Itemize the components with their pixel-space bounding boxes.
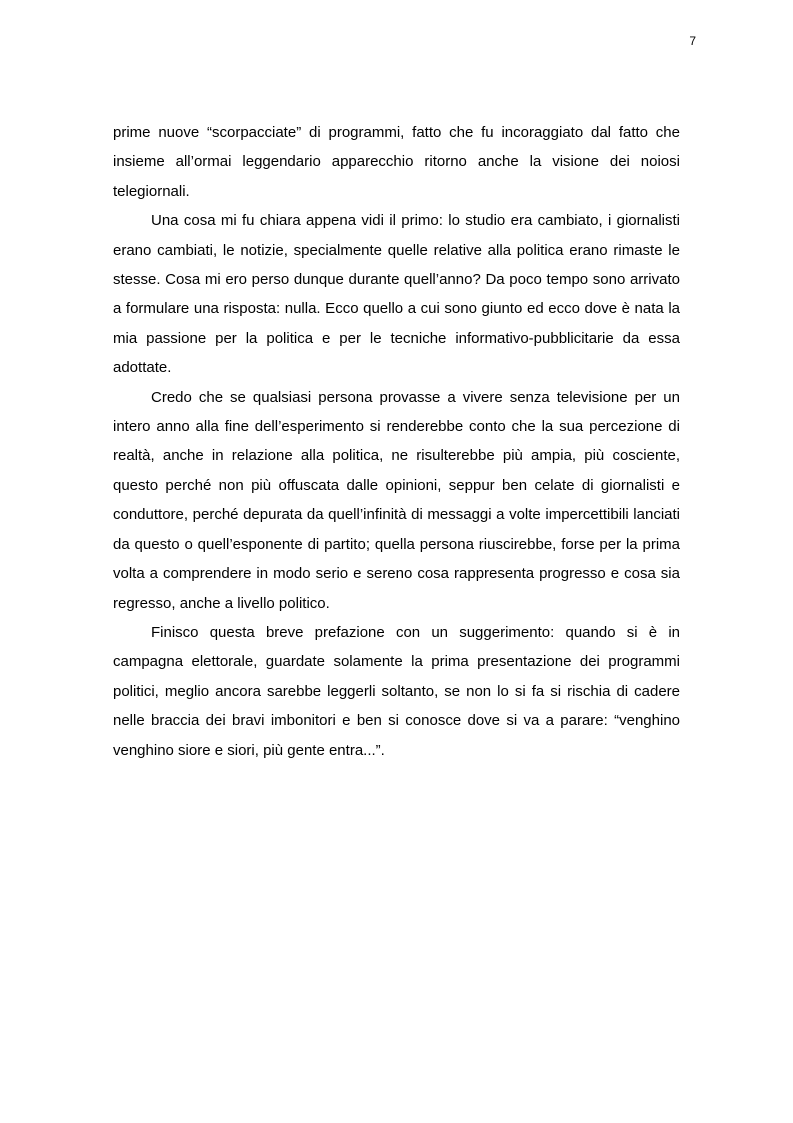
paragraph-1: prime nuove “scorpacciate” di programmi, fatto che fu incoraggiato dal fatto che insieme all’ormai leggendario apparecchio ritorno anche la visione dei noiosi telegiornali. bbox=[113, 124, 680, 200]
paragraph-3: Credo che se qualsiasi persona provasse a vivere senza televisione per un intero anno alla fine dell’esperimento si renderebbe conto che la sua percezione di realtà, anche in relazione alla politica, ne risulterebbe più ampia, più cosciente, questo perché non più offuscata dalle opinioni, seppur ben celate di giornalisti e conduttore, perché depurata da quell’infinità di messaggi a volte impercettibili lanciati da questo o quell’esponente di partito; quella persona riuscirebbe, forse per la prima volta a comprendere in modo serio e sereno cosa rappresenta progresso e cosa sia regresso, anche a livello politico. bbox=[113, 388, 680, 612]
page-number: 7 bbox=[689, 34, 696, 48]
body-text bbox=[113, 118, 680, 765]
paragraph-4: Finisco questa breve prefazione con un suggerimento: quando si è in campagna elettorale, guardate solamente la prima presentazione dei programmi politici, meglio ancora sarebbe leggerli soltanto, se non lo si fa si rischia di cadere nelle braccia dei bravi imbonitori e ben si conosce dove si va a parare: “venghino venghino siore e siori, più gente entra...”. bbox=[113, 623, 680, 759]
paragraph-2: Una cosa mi fu chiara appena vidi il primo: lo studio era cambiato, i giornalisti erano cambiati, le notizie, specialmente quelle relative alla politica erano rimaste le stesse. Cosa mi ero perso dunque durante quell’anno? Da poco tempo sono arrivato a formulare una risposta: nulla. Ecco quello a cui sono giunto ed ecco dove è nata la mia passione per la politica e per le tecniche informativo-pubblicitarie da essa adottate. bbox=[113, 212, 680, 377]
